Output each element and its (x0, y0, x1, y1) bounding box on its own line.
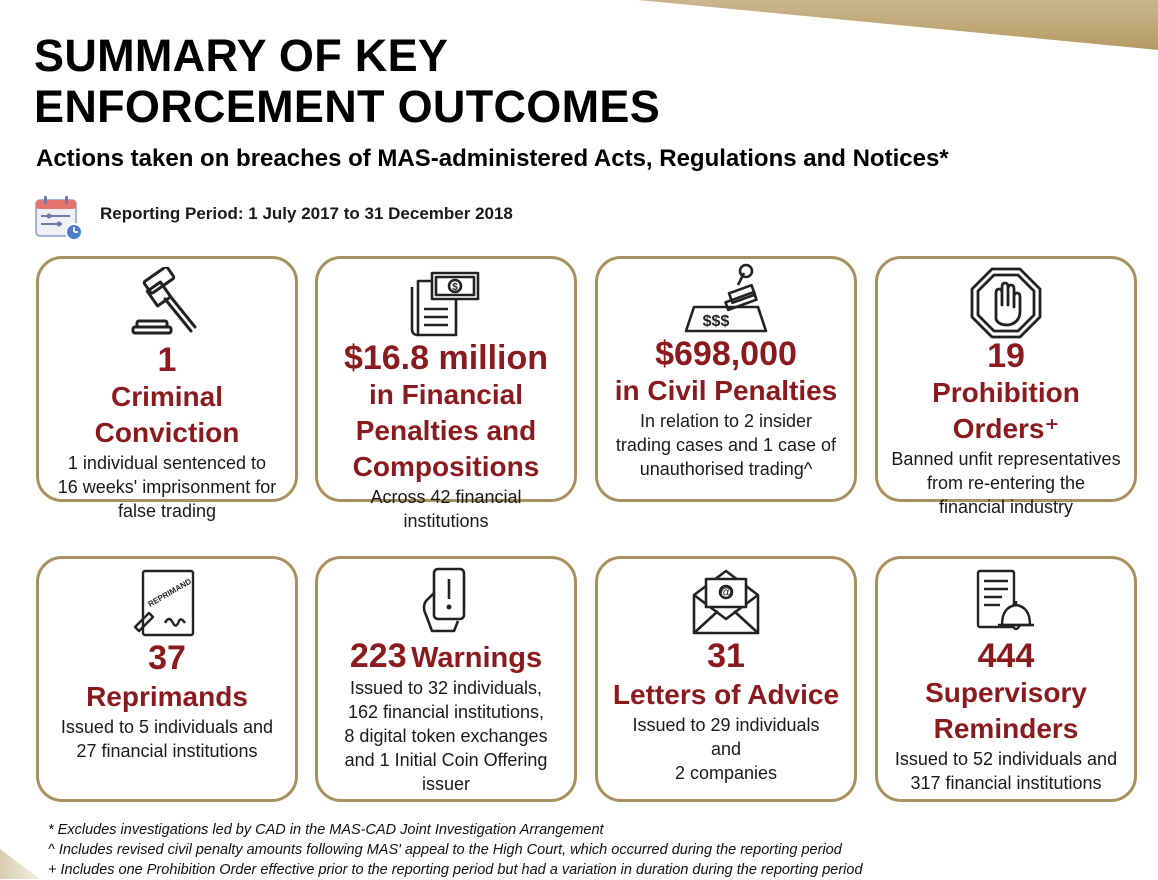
card-value: $16.8 million (343, 339, 549, 377)
card-desc-line: 317 financial institutions (910, 773, 1102, 793)
card-description (878, 747, 1134, 795)
card-label (39, 679, 295, 715)
card-desc-line: 1 individual sentenced to (67, 453, 267, 473)
card-label-line: Conviction (94, 417, 240, 448)
card-desc-line: In relation to 2 insider (639, 411, 813, 431)
svg-text:$: $ (452, 282, 458, 293)
card-desc-line: 162 financial institutions, (347, 702, 545, 722)
reprimand-stamp-text: REPRIMAND (146, 576, 193, 609)
card-criminal-conviction (36, 256, 298, 521)
card-label (39, 379, 295, 451)
card-desc-line: 2 companies (674, 763, 778, 783)
card-supervisory-reminders (875, 556, 1137, 802)
footnotes (48, 820, 863, 880)
title-line-2: ENFORCEMENT OUTCOMES (34, 81, 661, 132)
card-label-line: Letters of Advice (612, 679, 840, 710)
card-desc-line: and (710, 739, 742, 759)
card-desc-line: institutions (403, 511, 489, 531)
card-letters-of-advice (595, 556, 857, 802)
card-label-line: in Financial (368, 379, 524, 410)
footnote-caret: ^ Includes revised civil penalty amounts following MAS' appeal to the High Court, which occurred during the reporting period (48, 842, 842, 858)
card-description (318, 485, 574, 533)
decorative-corner-stripe (638, 0, 1158, 50)
title-line-1: SUMMARY OF KEY (34, 30, 449, 81)
stop-hand-icon (968, 267, 1044, 339)
card-label-line: Penalties and (355, 415, 537, 446)
card-desc-line: from re-entering the (926, 473, 1086, 493)
reminder-bell-icon (968, 565, 1044, 637)
card-label-line: Compositions (352, 451, 540, 482)
card-desc-line: unauthorised trading^ (639, 459, 813, 479)
card-desc-line: and 1 Initial Coin Offering (344, 750, 548, 770)
card-label (318, 377, 574, 485)
card-label: Warnings (411, 642, 543, 674)
card-desc-line: Issued to 29 individuals (632, 715, 820, 735)
card-label-line: Orders⁺ (952, 413, 1060, 444)
card-label-line: Supervisory (925, 677, 1087, 708)
page-title (34, 30, 660, 132)
card-desc-line: issuer (421, 774, 470, 794)
card-label-line: Criminal (110, 381, 224, 412)
card-description (39, 715, 295, 763)
stamp-icon (680, 263, 772, 335)
gavel-icon (129, 267, 205, 339)
reprimand-document-icon (129, 567, 205, 639)
card-label (598, 677, 854, 713)
card-desc-line: false trading (117, 501, 217, 521)
footnote-plus: + Includes one Prohibition Order effective prior to the reporting period but had a variation in duration during the reporting period (48, 862, 863, 878)
card-value: $698,000 (655, 335, 797, 373)
card-value: 223 (349, 637, 407, 675)
card-desc-line: 8 digital token exchanges (344, 726, 548, 746)
card-label (878, 375, 1134, 447)
financial-document-icon (408, 267, 484, 339)
reporting-period-text: Reporting Period: 1 July 2017 to 31 December 2018 (100, 204, 513, 223)
card-desc-line: Issued to 32 individuals, (349, 678, 543, 698)
card-value: 37 (148, 639, 186, 677)
card-civil-penalties (595, 256, 857, 502)
card-label-line: Prohibition (932, 377, 1080, 408)
footnote-asterisk: * Excludes investigations led by CAD in the MAS-CAD Joint Investigation Arrangement (48, 822, 604, 838)
card-desc-line: Issued to 52 individuals and (894, 749, 1118, 769)
card-description (878, 447, 1134, 519)
card-label-line: Reminders (933, 713, 1079, 744)
card-desc-line: 27 financial institutions (76, 741, 258, 761)
card-warnings (315, 556, 577, 802)
warning-phone-icon (408, 565, 484, 637)
card-desc-line: Across 42 financial (370, 487, 522, 507)
card-desc-line: trading cases and 1 case of (615, 435, 837, 455)
card-description (39, 451, 295, 523)
card-description (318, 676, 574, 796)
card-reprimands (36, 556, 298, 802)
page-subtitle: Actions taken on breaches of MAS-administered Acts, Regulations and Notices* (36, 145, 949, 172)
card-value: 19 (987, 337, 1025, 375)
card-financial-penalties (315, 256, 577, 531)
card-label (878, 675, 1134, 747)
decorative-corner-bottom (0, 849, 40, 879)
envelope-at-icon (688, 565, 764, 637)
card-value: 444 (977, 637, 1035, 675)
card-label (598, 373, 854, 409)
svg-text:@: @ (720, 585, 732, 599)
card-desc-line: Issued to 5 individuals and (60, 717, 274, 737)
card-desc-line: Banned unfit representatives (891, 449, 1121, 469)
calendar-clock-icon (32, 194, 88, 242)
svg-text:$$$: $$$ (702, 313, 730, 330)
card-value-line (318, 637, 574, 676)
card-value: 31 (707, 637, 745, 675)
card-value: 1 (157, 341, 177, 379)
card-label-line: Reprimands (86, 681, 248, 712)
card-label-line: in Civil Penalties (614, 375, 838, 406)
card-description (598, 409, 854, 481)
card-prohibition-orders (875, 256, 1137, 517)
card-desc-line: 16 weeks' imprisonment for (57, 477, 277, 497)
card-description (598, 713, 854, 785)
reporting-period-row (32, 194, 513, 242)
card-desc-line: financial industry (938, 497, 1074, 517)
